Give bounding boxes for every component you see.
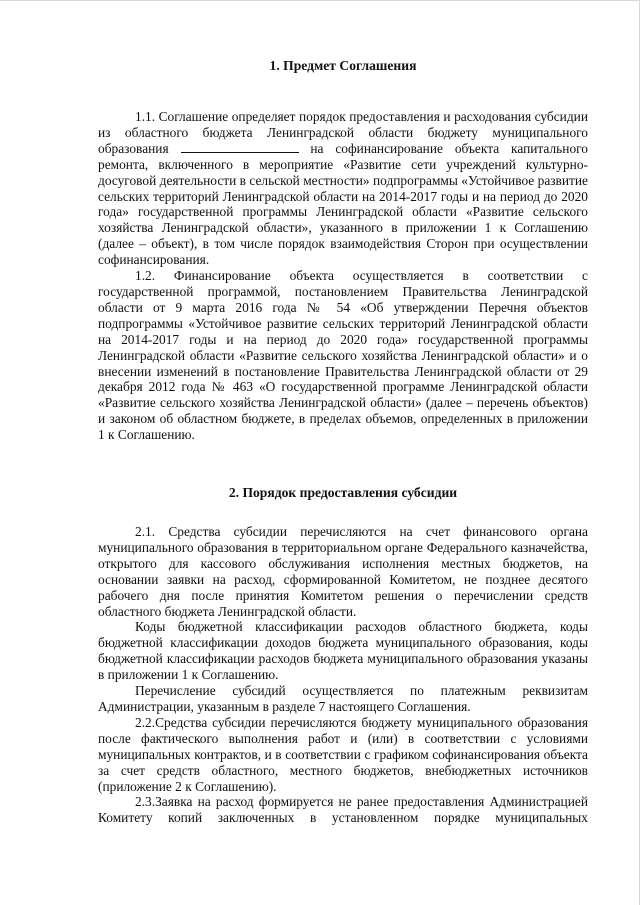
section-2-paragraph-2-3: 2.3.Заявка на расход формируется не ранее предоставления Администрацией Комитету копий заключенных в установленном порядке муниципальных	[98, 794, 588, 826]
municipality-blank-field	[181, 141, 299, 153]
section-2-paragraph-2-2: 2.2.Средства субсидии перечисляются бюджету муниципального образования после фактического выполнения работ и (или) в соответствии с условиями муниципальных контрактов, и в соответствии с графиком софинансирования объекта за счет средств областного, местного бюджетов, внебюджетных источников (приложение 2 к Соглашению).	[98, 714, 588, 794]
document-body	[98, 58, 588, 826]
section-1-paragraph-1-2: 1.2. Финансирование объекта осуществляется в соответствии с государственной программой, постановлением Правительства Ленинградской области от 9 марта 2016 года № 54 «Об утверждении Перечня объектов подпрограммы «Устойчивое развитие сельских территорий Ленинградской области на 2014-2017 годы и на период до 2020 года» государственной программы Ленинградской области «Развитие сельского хозяйства Ленинградской области» и о внесении изменений в постановление Правительства Ленинградской области от 29 декабря 2012 года № 463 «О государственной программе Ленинградской области «Развитие сельского хозяйства Ленинградской области» (далее – перечень объектов) и законом об областном бюджете, в пределах объемов, определенных в приложении 1 к Соглашению.	[98, 268, 588, 443]
section-1-title: 1. Предмет Соглашения	[269, 58, 417, 73]
section-1-paragraph-1-1-end: на софинансирование объекта капитального ремонта, включенного в мероприятие «Развитие сети учреждений культурно-досуговой деятельности в сельской местности» подпрограммы «Устойчивое развитие сельских территорий Ленинградской области на 2014-2017 годы и на период до 2020 года» государственной программы Ленинградской области «Развитие сельского хозяйства Ленинградской области», указанного в приложении 1 к Соглашению (далее – объект), в том числе порядок взаимодействия Сторон при осуществлении софинансирования.	[98, 140, 588, 268]
section-1-paragraph-1-1	[98, 109, 588, 268]
page-border-top	[0, 0, 640, 1]
section-2-paragraph-budget-codes: Коды бюджетной классификации расходов областного бюджета, коды бюджетной классификации доходов бюджета муниципального образования, коды бюджетной классификации расходов бюджета муниципального образования указаны в приложении 1 к Соглашению.	[98, 619, 588, 683]
section-2-paragraph-2-1: 2.1. Средства субсидии перечисляются на счет финансового органа муниципального образования в территориальном органе Федерального казначейства, открытого для кассового обслуживания исполнения местных бюджетов, на основании заявки на расход, сформированной Комитетом, не позднее десятого рабочего дня после принятия Комитетом решения о перечислении средств областного бюджета Ленинградской области.	[98, 524, 588, 619]
section-2-title: 2. Порядок предоставления субсидии	[228, 485, 458, 501]
section-2-paragraph-transfer: Перечисление субсидий осуществляется по платежным реквизитам Администрации, указанным в разделе 7 настоящего Соглашения.	[98, 683, 588, 714]
section-1-paragraph-1-1-start: 1.1. Соглашение определяет порядок предоставления и расходования субсидии из областного бюджета Ленинградской области бюджету муниципального образования	[98, 109, 588, 156]
